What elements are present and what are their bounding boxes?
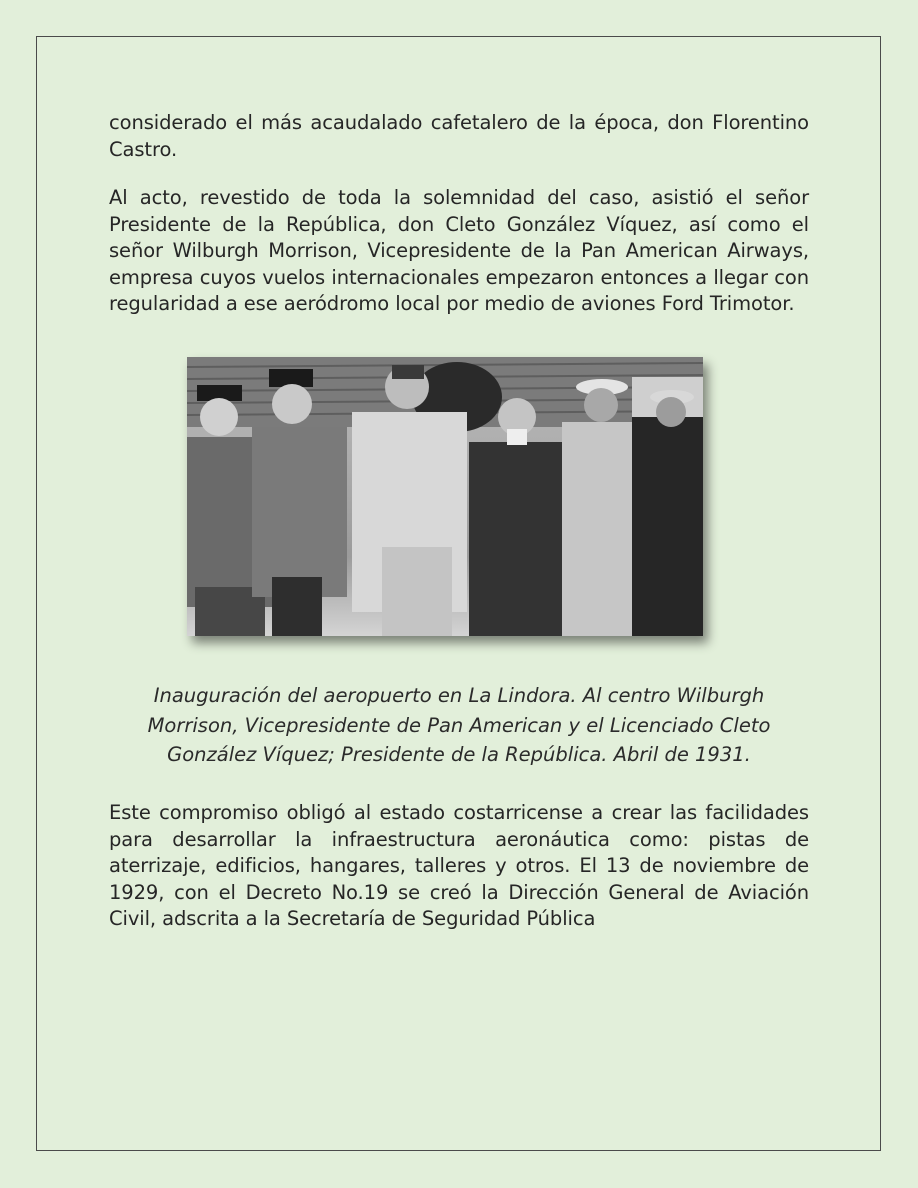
paragraph-3: Este compromiso obligó al estado costarricense a crear las facilidades para desarrollar la infraestructura aeronáutica como: pistas de aterrizaje, edificios, hangares, talleres y otros. El 13 de noviembre de 1929, con el Decreto No.19 se creó la Dirección General de Aviación Civil, adscrita a la Secretaría de Seguridad Pública bbox=[109, 801, 809, 930]
paragraph-2: Al acto, revestido de toda la solemnidad del caso, asistió el señor Presidente de la República, don Cleto González Víquez, así como el señor Wilburgh Morrison, Vicepresidente de la Pan American Airways, empresa cuyos vuelos internacionales empezaron entonces a llegar con regularidad a ese aeródromo local por medio de aviones Ford Trimotor. bbox=[109, 186, 809, 315]
paragraph-1: considerado el más acaudalado cafetalero de la época, don Florentino Castro. bbox=[109, 111, 809, 161]
photo-caption: Inauguración del aeropuerto en La Lindora. Al centro Wilburgh Morrison, Vicepresidente de Pan American y el Licenciado Cleto González Víquez; Presidente de la República. Abril de 1931. bbox=[147, 684, 771, 766]
historical-photo bbox=[187, 357, 703, 636]
